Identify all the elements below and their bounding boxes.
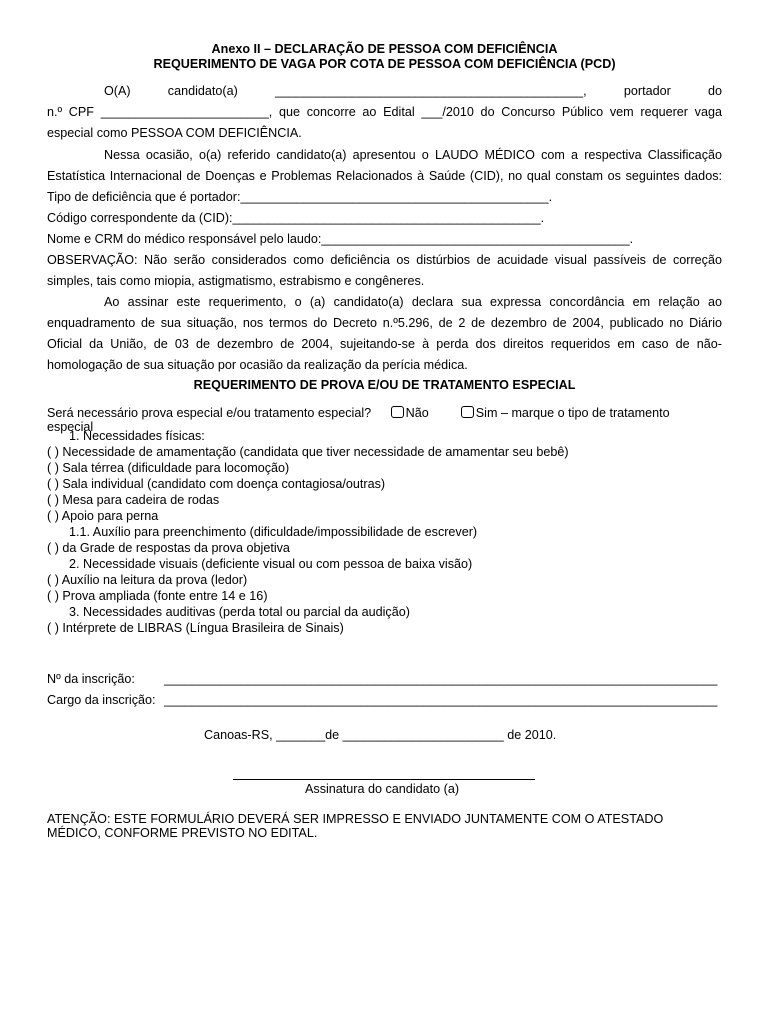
need-libras-interpreter[interactable]: ( ) Intérprete de LIBRAS (Língua Brasileira de Sinais) [47, 621, 344, 635]
agreement-line-4: homologação de sua situação por ocasião da realização da perícia médica. [47, 358, 468, 372]
needs-writing-heading: 1.1. Auxílio para preenchimento (dificuldade/impossibilidade de escrever) [69, 525, 478, 539]
need-individual-room[interactable]: ( ) Sala individual (candidato com doença contagiosa/outras) [47, 477, 386, 491]
attention-line-1: ATENÇÃO: ESTE FORMULÁRIO DEVERÁ SER IMPRESSO E ENVIADO JUNTAMENTE COM O ATESTADO [47, 812, 664, 826]
observation-line-1: OBSERVAÇÃO: Não serão considerados como deficiência os distúrbios de acuidade visual passíveis de correção [47, 253, 722, 267]
document-subtitle: REQUERIMENTO DE VAGA POR COTA DE PESSOA COM DEFICIÊNCIA (PCD) [153, 57, 616, 71]
option-yes-checkbox[interactable] [461, 406, 474, 418]
need-answer-grid[interactable]: ( ) da Grade de respostas da prova objetiva [47, 541, 290, 555]
need-wheelchair-table[interactable]: ( ) Mesa para cadeira de rodas [47, 493, 220, 507]
special-section-title: REQUERIMENTO DE PROVA E/OU DE TRATAMENTO ESPECIAL [193, 378, 576, 392]
option-yes-label: Sim – marque o tipo de tratamento [475, 406, 670, 420]
agreement-line-1: Ao assinar este requerimento, o (a) candidato(a) declara sua expressa concordância em relação ao [104, 295, 722, 309]
signature-label: Assinatura do candidato (a) [305, 782, 460, 796]
inscricao-label: Nº da inscrição: [47, 672, 135, 686]
option-no-checkbox[interactable] [391, 406, 404, 418]
declaration-line-1: O(A) candidato(a) ____________________________________________, portador do [104, 84, 722, 98]
agreement-line-2: enquadramento de sua situação, nos termos do Decreto n.º5.296, de 2 de dezembro de 2004, publicado no Diário [47, 316, 722, 330]
attention-line-2: MÉDICO, CONFORME PREVISTO NO EDITAL. [47, 826, 318, 840]
date-line[interactable]: Canoas-RS, _______de _______________________ de 2010. [204, 728, 557, 742]
need-leg-support[interactable]: ( ) Apoio para perna [47, 509, 159, 523]
needs-physical-heading: 1. Necessidades físicas: [69, 429, 205, 443]
special-question [47, 406, 670, 420]
document-title: Anexo II – DECLARAÇÃO DE PESSOA COM DEFICIÊNCIA [211, 42, 558, 56]
declaration-line-4: Nessa ocasião, o(a) referido candidato(a) apresentou o LAUDO MÉDICO com a respectiva Classificação [104, 148, 722, 162]
cid-code-field: Código correspondente da (CID):____________________________________________. [47, 211, 545, 225]
need-breastfeeding[interactable]: ( ) Necessidade de amamentação (candidata que tiver necessidade de amamentar seu bebê) [47, 445, 569, 459]
deficiency-type-field: Tipo de deficiência que é portador:____________________________________________. [47, 190, 553, 204]
option-no-label: Não [405, 406, 429, 420]
signature-line[interactable] [233, 779, 535, 780]
declaration-line-3: especial como PESSOA COM DEFICIÊNCIA. [47, 126, 302, 140]
doctor-crm-field: Nome e CRM do médico responsável pelo laudo:____________________________________________. [47, 232, 634, 246]
declaration-line-5: Estatística Internacional de Doenças e Problemas Relacionados à Saúde (CID), no qual constam os seguintes dados: [47, 169, 722, 183]
need-ground-floor-room[interactable]: ( ) Sala térrea (dificuldade para locomoção) [47, 461, 290, 475]
special-question-continuation: especial [47, 420, 94, 434]
needs-hearing-heading: 3. Necessidades auditivas (perda total ou parcial da audição) [69, 605, 410, 619]
inscricao-field[interactable]: _______________________________________________________________________________ [164, 672, 718, 686]
cargo-label: Cargo da inscrição: [47, 693, 156, 707]
observation-line-2: simples, tais como miopia, astigmatismo, estrabismo e congêneres. [47, 274, 425, 288]
declaration-line-2: n.º CPF ________________________, que concorre ao Edital ___/2010 do Concurso Público vem requerer vaga [47, 105, 722, 119]
need-reader[interactable]: ( ) Auxílio na leitura da prova (ledor) [47, 573, 248, 587]
agreement-line-3: Oficial da União, de 03 de dezembro de 2004, sujeitando-se à perda dos direitos requeridos em caso de não- [47, 337, 722, 351]
need-enlarged-test[interactable]: ( ) Prova ampliada (fonte entre 14 e 16) [47, 589, 268, 603]
cargo-field[interactable]: _______________________________________________________________________________ [164, 693, 718, 707]
special-question-text: Será necessário prova especial e/ou tratamento especial? [47, 406, 372, 420]
needs-visual-heading: 2. Necessidade visuais (deficiente visual ou com pessoa de baixa visão) [69, 557, 473, 571]
